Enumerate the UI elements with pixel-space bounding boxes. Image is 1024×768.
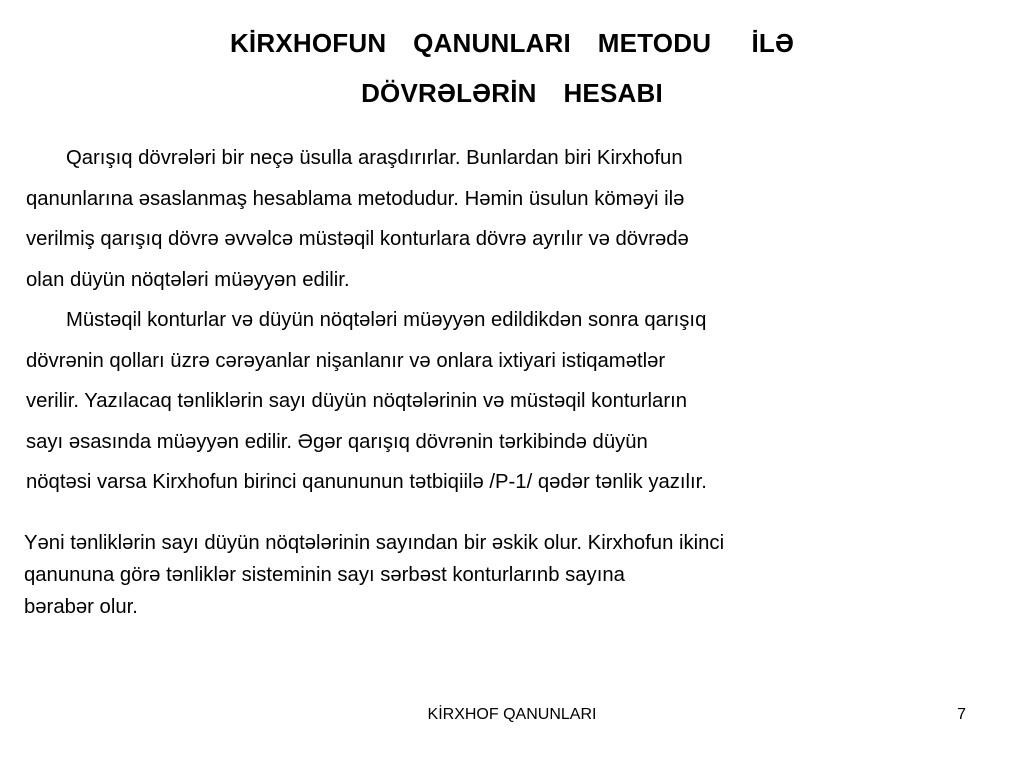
page-number: 7 xyxy=(957,706,966,723)
tail-line: bərabər olur. xyxy=(24,596,138,618)
paragraph-line: olan düyün nöqtələri müəyyən edilir. xyxy=(26,268,350,291)
tail-line: Yəni tənliklərin sayı düyün nöqtələrinin sayından bir əskik olur. Kirxhofun ikinci xyxy=(24,532,725,554)
paragraph-line: Müstəqil konturlar və düyün nöqtələri müəyyən edildikdən sonra qarışıq xyxy=(66,309,707,331)
paragraph-line: dövrənin qolları üzrə cərəyanlar nişanlanır və onlara ixtiyari istiqamətlər xyxy=(26,349,666,372)
paragraph-line: nöqtəsi varsa Kirxhofun birinci qanununun tətbiqiilə /P-1/ qədər tənlik yazılır. xyxy=(26,471,707,493)
footer-title: KİRXHOF QANUNLARI xyxy=(427,706,597,723)
slide-title-line-2: DÖVRƏLƏRİN HESABI xyxy=(361,78,663,108)
slide-title xyxy=(0,18,1024,118)
slide-title-line-1: KİRXHOFUN QANUNLARI METODU İLƏ xyxy=(229,28,795,58)
tail-line: qanununa görə tənliklər sisteminin sayı sərbəst konturlarınb sayına xyxy=(24,564,625,586)
paragraph-line: verilmiş qarışıq dövrə əvvəlcə müstəqil konturlara dövrə ayrılır və dövrədə xyxy=(26,228,689,250)
paragraph-line: sayı əsasında müəyyən edilir. Əgər qarışıq dövrənin tərkibində düyün xyxy=(26,430,648,453)
tail-paragraph xyxy=(24,527,1020,623)
paragraph-line: verilir. Yazılacaq tənliklərin sayı düyün nöqtələrinin və müstəqil konturların xyxy=(26,390,687,412)
paragraph-line: qanunlarına əsaslanmaş hesablama metodudur. Həmin üsulun köməyi ilə xyxy=(26,187,685,210)
paragraph-line: Qarışıq dövrələri bir neçə üsulla araşdırırlar. Bunlardan biri Kirxhofun xyxy=(66,147,683,169)
main-paragraphs xyxy=(26,138,1006,503)
